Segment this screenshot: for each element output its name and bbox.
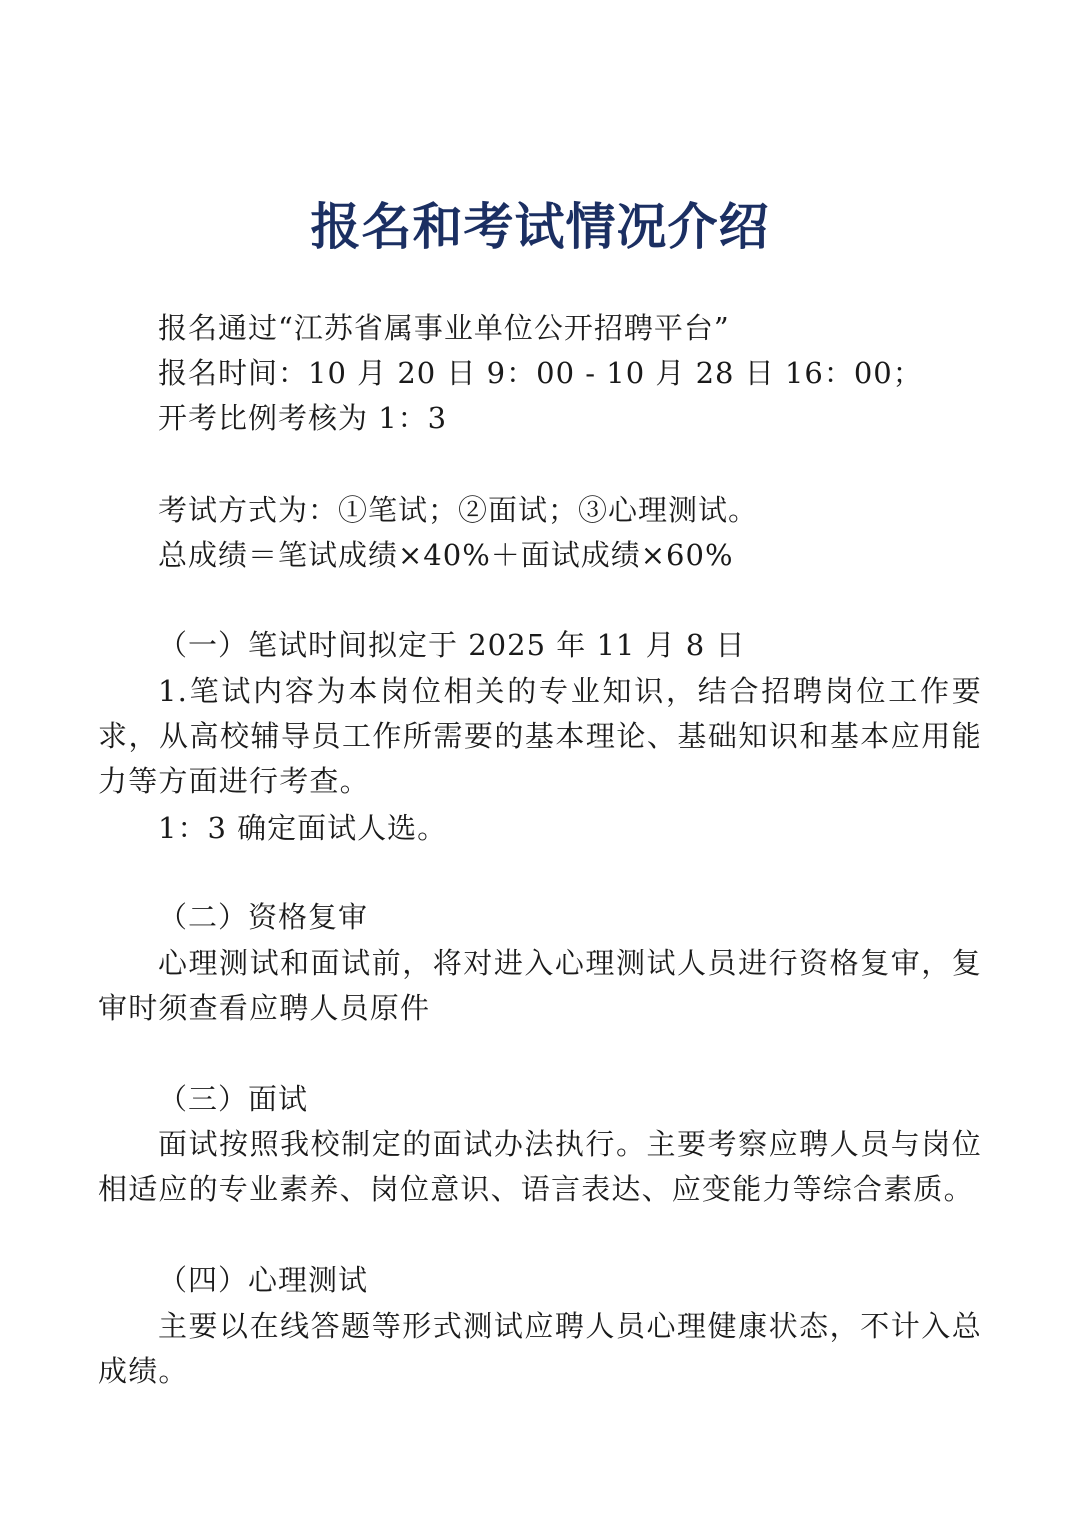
section-psych-content: 主要以在线答题等形式测试应聘人员心理健康状态，不计入总成绩。 [98, 1309, 982, 1388]
exam-method: 考试方式为：①笔试；②面试；③心理测试。 [158, 493, 759, 527]
section-written-heading: （一）笔试时间拟定于 2025 年 11 月 8 日 [158, 628, 746, 662]
section-review-content: 心理测试和面试前，将对进入心理测试人员进行资格复审，复审时须查看应聘人员原件 [98, 946, 982, 1025]
intro-exam-ratio: 开考比例考核为 1：3 [158, 401, 448, 435]
section-interview-content: 面试按照我校制定的面试办法执行。主要考察应聘人员与岗位相适应的专业素养、岗位意识、语言表达、应变能力等综合素质。 [98, 1127, 982, 1206]
section-interview-heading: （三）面试 [158, 1082, 309, 1116]
section-psych-heading: （四）心理测试 [158, 1263, 369, 1297]
page-title: 报名和考试情况介绍 [310, 198, 770, 256]
intro-platform: 报名通过“江苏省属事业单位公开招聘平台” [158, 311, 730, 345]
intro-registration-time: 报名时间：10 月 20 日 9：00 - 10 月 28 日 16：00； [158, 356, 923, 390]
section-review-heading: （二）资格复审 [158, 900, 369, 934]
section-written-content: 1.笔试内容为本岗位相关的专业知识，结合招聘岗位工作要求，从高校辅导员工作所需要的基本理论、基础知识和基本应用能力等方面进行考查。 [98, 674, 982, 798]
exam-score-formula: 总成绩＝笔试成绩×40%＋面试成绩×60% [158, 538, 734, 572]
section-written-ratio: 1：3 确定面试人选。 [158, 811, 448, 845]
